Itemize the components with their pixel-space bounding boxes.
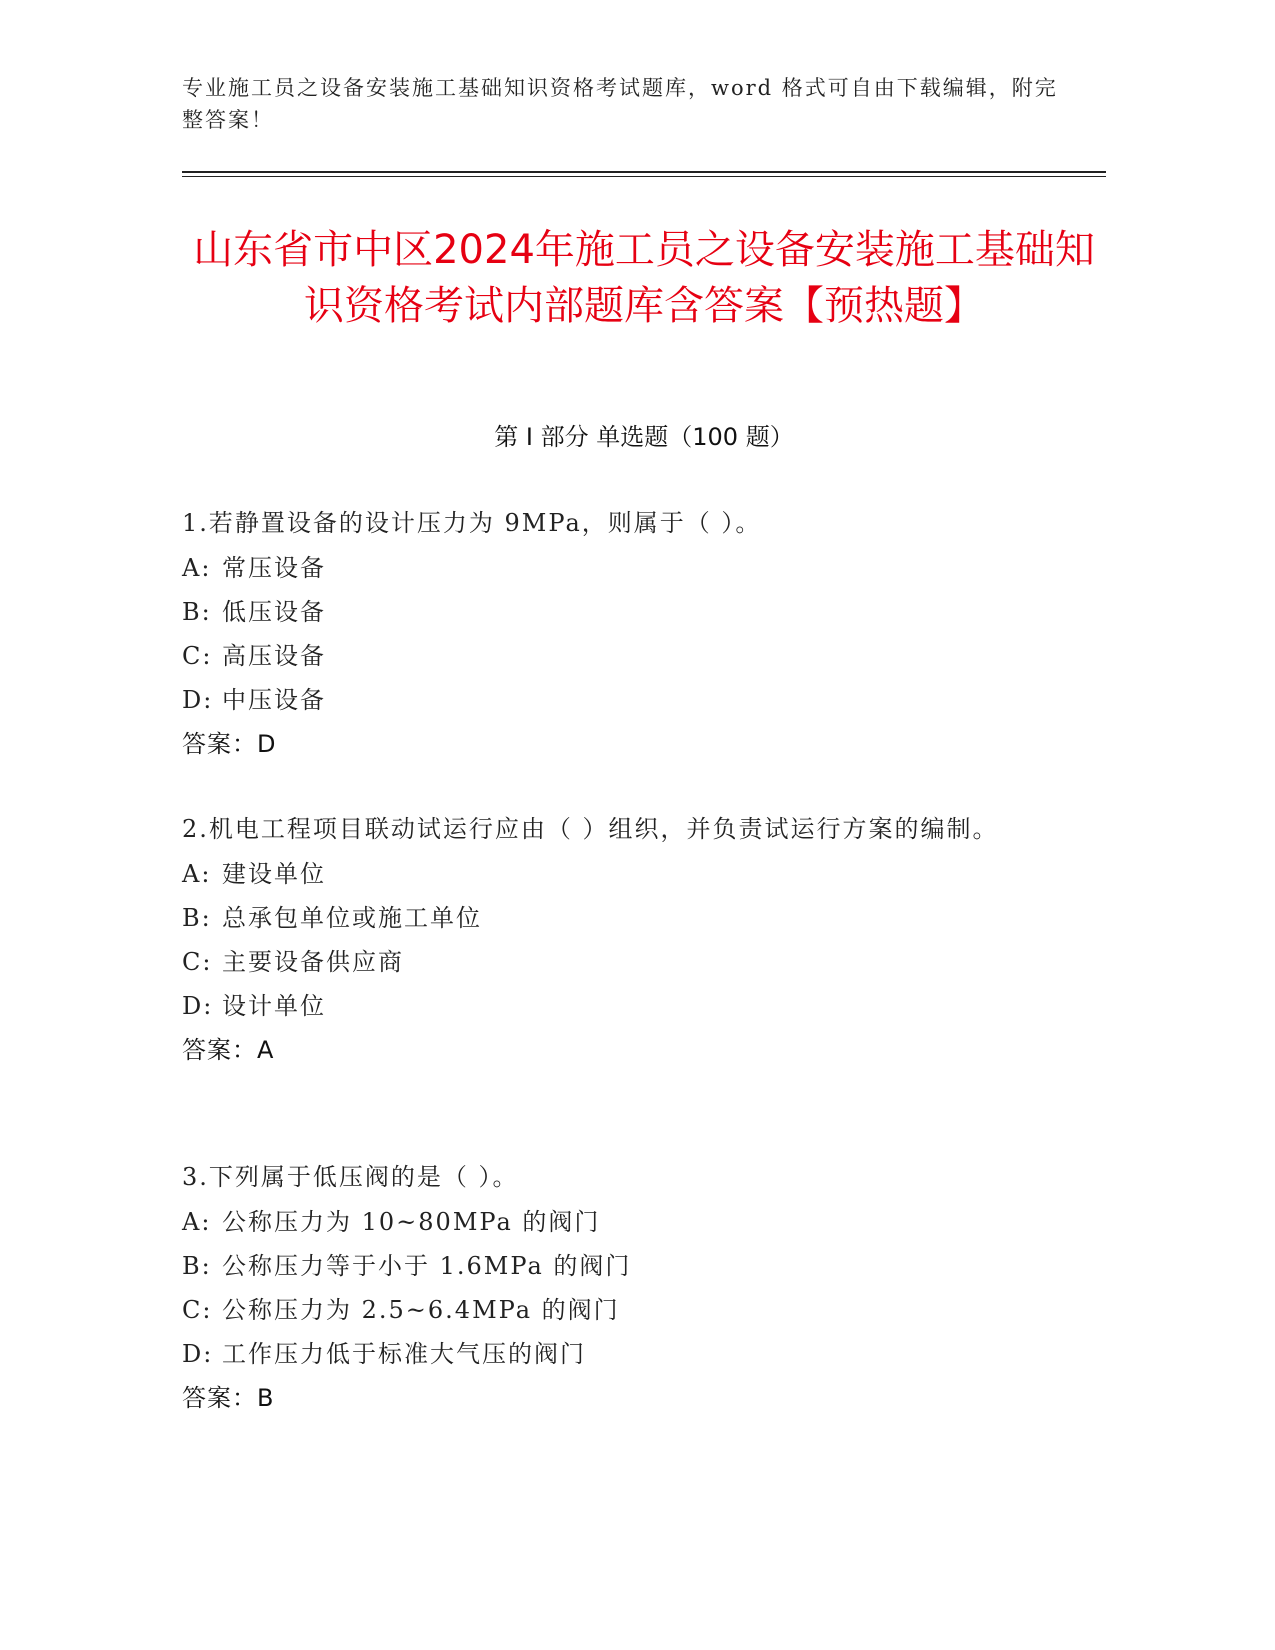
option-text: 公称压力为 2.5~6.4MPa 的阀门 xyxy=(222,1296,620,1324)
header-note: 专业施工员之设备安装施工基础知识资格考试题库，word 格式可自由下载编辑，附完整答案！ xyxy=(182,76,1058,132)
section-title: 第 I 部分 单选题（100 题） xyxy=(494,423,794,451)
option-b xyxy=(182,896,1042,940)
option-letter: C: xyxy=(182,1296,213,1324)
option-letter: A: xyxy=(182,860,212,888)
option-text: 中压设备 xyxy=(222,686,326,714)
option-d xyxy=(182,678,1042,722)
option-letter: D: xyxy=(182,992,214,1020)
option-letter: B: xyxy=(182,598,212,626)
option-d xyxy=(182,984,1042,1028)
option-c xyxy=(182,940,1042,984)
option-a xyxy=(182,852,1042,896)
answer: 答案：D xyxy=(182,730,277,758)
question-1 xyxy=(182,500,1042,766)
option-b xyxy=(182,1244,1042,1288)
option-letter: A: xyxy=(182,1208,212,1236)
option-c xyxy=(182,1288,1042,1332)
option-text: 低压设备 xyxy=(222,598,326,626)
option-text: 建设单位 xyxy=(222,860,326,888)
option-letter: A: xyxy=(182,554,212,582)
option-text: 常压设备 xyxy=(222,554,326,582)
option-a xyxy=(182,1200,1042,1244)
option-letter: B: xyxy=(182,904,212,932)
header-rule-thin xyxy=(182,176,1106,177)
option-letter: C: xyxy=(182,642,213,670)
option-letter: C: xyxy=(182,948,213,976)
option-text: 公称压力为 10~80MPa 的阀门 xyxy=(222,1208,601,1236)
option-a xyxy=(182,546,1042,590)
option-d xyxy=(182,1332,1042,1376)
option-letter: D: xyxy=(182,1340,214,1368)
option-text: 工作压力低于标准大气压的阀门 xyxy=(222,1340,586,1368)
question-stem: 3.下列属于低压阀的是（ ）。 xyxy=(182,1163,519,1191)
option-text: 总承包单位或施工单位 xyxy=(222,904,482,932)
option-letter: B: xyxy=(182,1252,212,1280)
option-c xyxy=(182,634,1042,678)
question-2 xyxy=(182,806,1042,1072)
option-text: 设计单位 xyxy=(222,992,326,1020)
option-letter: D: xyxy=(182,686,214,714)
answer: 答案：A xyxy=(182,1036,275,1064)
option-text: 主要设备供应商 xyxy=(222,948,404,976)
question-stem: 2.机电工程项目联动试运行应由（ ）组织，并负责试运行方案的编制。 xyxy=(182,815,999,843)
option-b xyxy=(182,590,1042,634)
option-text: 公称压力等于小于 1.6MPa 的阀门 xyxy=(222,1252,632,1280)
answer: 答案：B xyxy=(182,1384,275,1412)
question-stem: 1.若静置设备的设计压力为 9MPa，则属于（ ）。 xyxy=(182,509,762,537)
document-title: 山东省市中区2024年施工员之设备安装施工基础知识资格考试内部题库含答案【预热题】 xyxy=(193,227,1095,329)
question-3 xyxy=(182,1154,1042,1420)
option-text: 高压设备 xyxy=(222,642,326,670)
header-rule-thick xyxy=(182,171,1106,173)
